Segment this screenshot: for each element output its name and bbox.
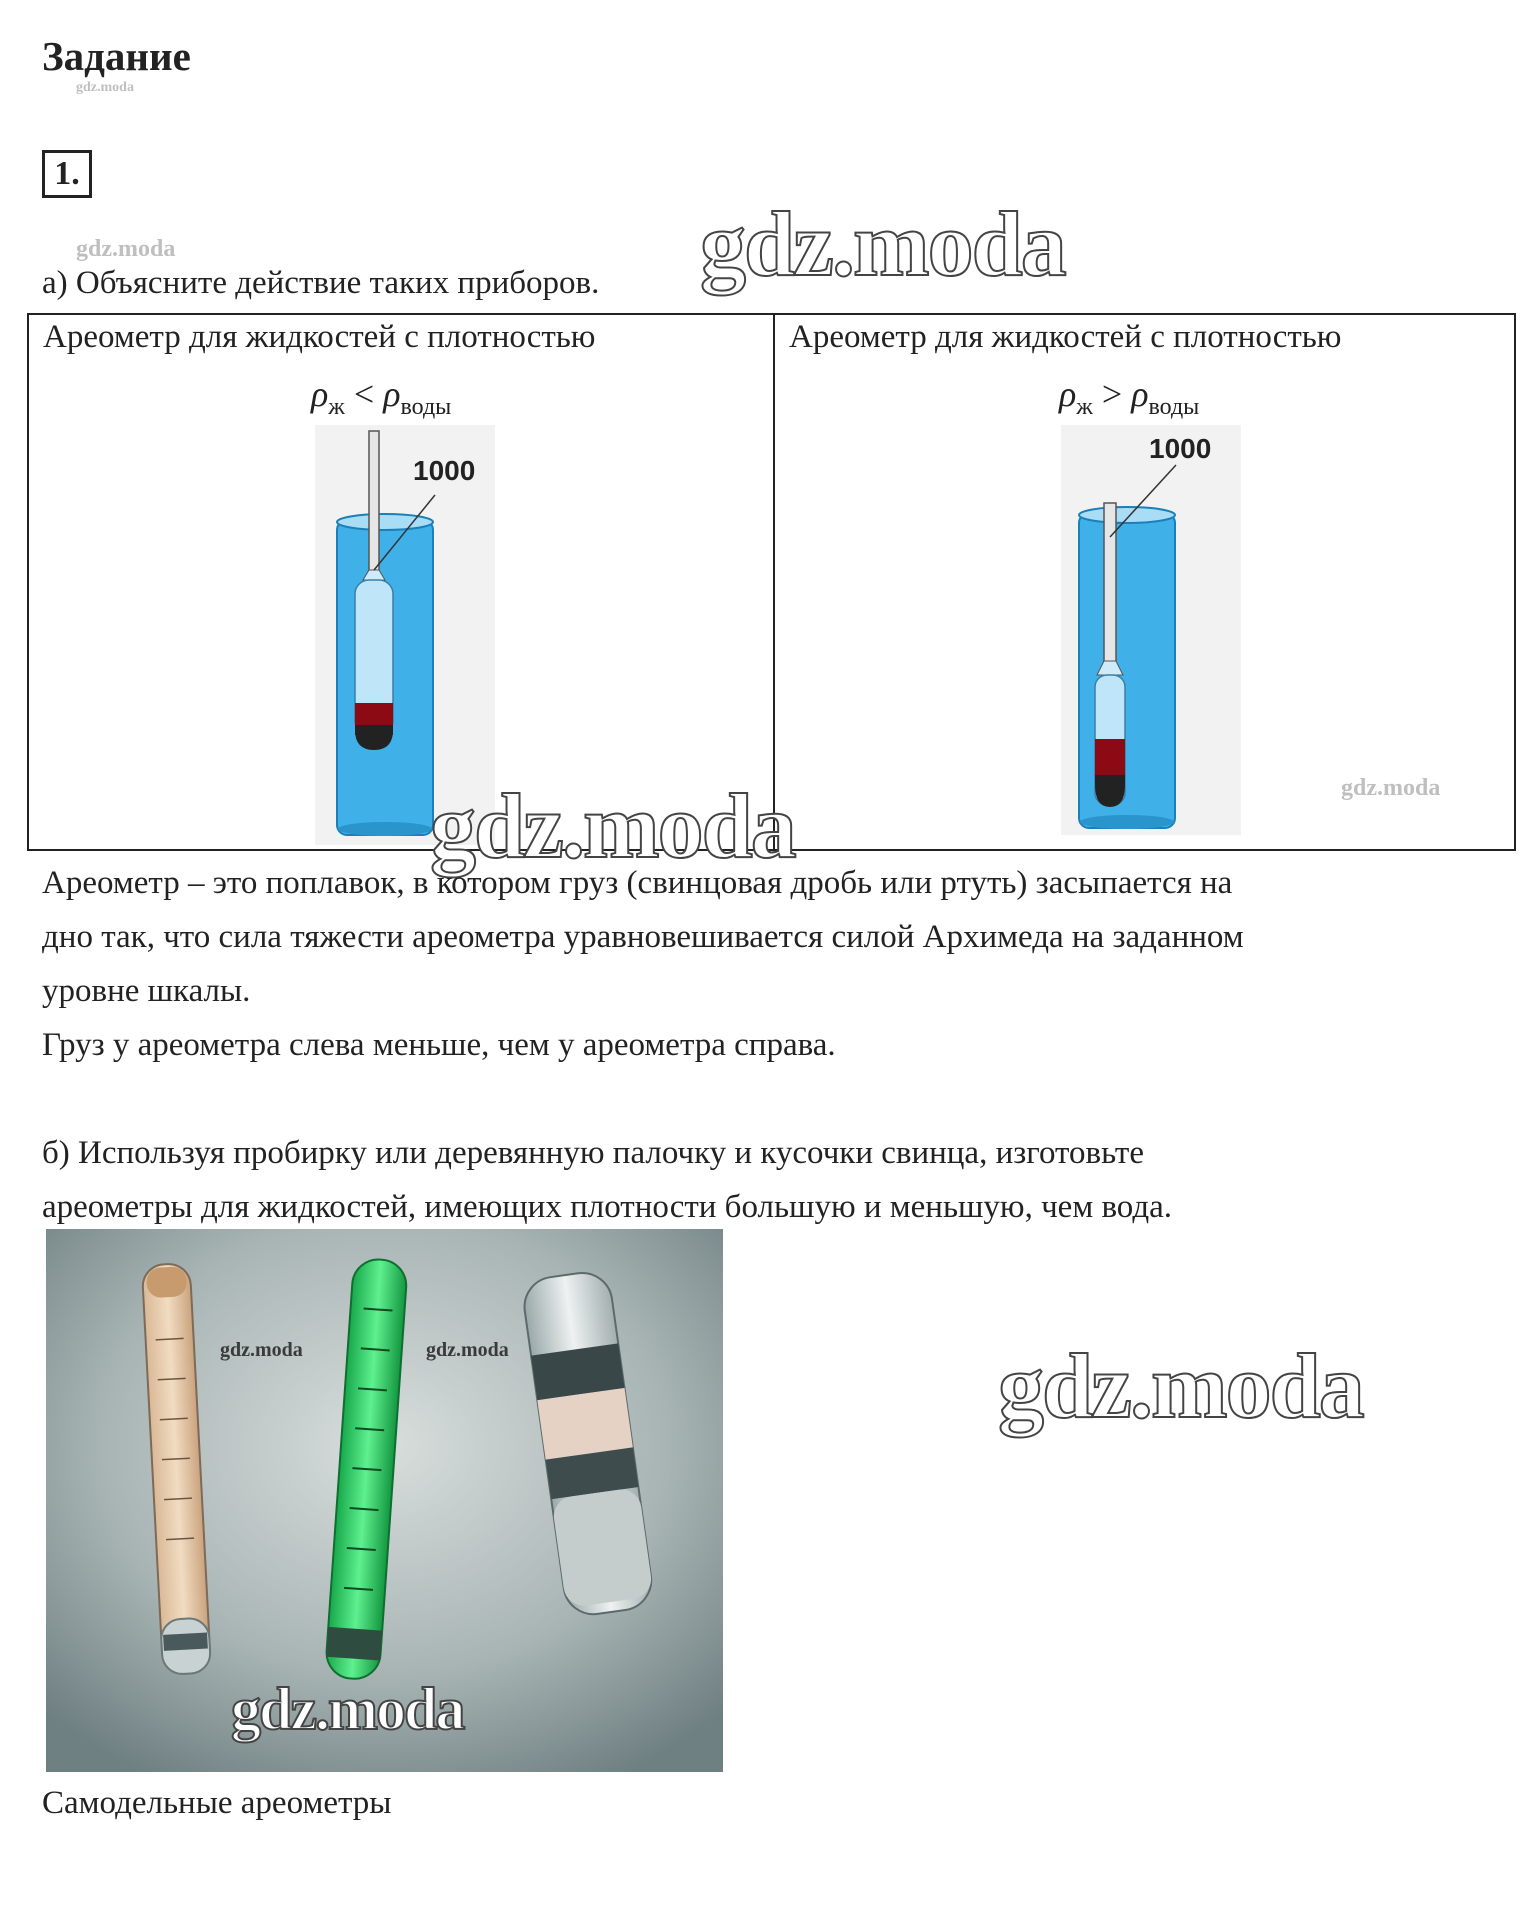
photo-caption: Самодельные ареометры <box>42 1785 392 1821</box>
answer-line-1: Ареометр – это поплавок, в котором груз (свинцовая дробь или ртуть) засыпается на <box>42 865 1233 901</box>
subscript-water: воды <box>1148 394 1200 421</box>
answer-line-4: Груз у ареометра слева меньше, чем у ареометра справа. <box>42 1027 836 1063</box>
rho-symbol: ρ <box>311 374 329 414</box>
watermark-large: gdz.moda <box>430 775 795 877</box>
watermark-small: gdz.moda <box>76 236 176 262</box>
answer-line-2: дно так, что сила тяжести ареометра уравновешивается силой Архимеда на заданном <box>42 919 1244 955</box>
watermark-small: gdz.moda <box>76 80 134 95</box>
homemade-hydrometers-photo <box>46 1229 723 1772</box>
subscript-water: воды <box>400 394 452 421</box>
comparison-operator: > <box>1101 374 1123 414</box>
watermark-small: gdz.moda <box>426 1339 509 1361</box>
subscript-liquid: ж <box>1076 394 1093 421</box>
part-b-question-line-2: ареометры для жидкостей, имеющих плотности большую и меньшую, чем вода. <box>42 1189 1173 1225</box>
answer-line-3: уровне шкалы. <box>42 973 251 1009</box>
page-heading: Задание <box>42 33 191 79</box>
task-number: 1. <box>42 150 92 198</box>
hydrometer-dense-figure <box>1061 425 1241 835</box>
left-cell-formula <box>311 373 451 421</box>
scale-label-1000: 1000 <box>1149 433 1212 464</box>
right-cell-title: Ареометр для жидкостей с плотностью <box>789 319 1342 355</box>
rho-symbol: ρ <box>1131 374 1149 414</box>
table-divider <box>773 315 775 849</box>
watermark-small: gdz.moda <box>220 1339 303 1361</box>
left-cell-title: Ареометр для жидкостей с плотностью <box>43 319 596 355</box>
watermark-large: gdz.moda <box>998 1335 1363 1437</box>
watermark-large: gdz.moda <box>231 1676 464 1742</box>
right-cell-formula <box>1059 373 1199 421</box>
part-a-question: а) Объясните действие таких приборов. <box>42 265 600 301</box>
rho-symbol: ρ <box>383 374 401 414</box>
comparison-operator: < <box>353 374 375 414</box>
scale-label-1000: 1000 <box>413 455 476 486</box>
watermark-small: gdz.moda <box>1341 775 1441 801</box>
rho-symbol: ρ <box>1059 374 1077 414</box>
watermark-large: gdz.moda <box>700 193 1065 295</box>
part-b-question-line-1: б) Используя пробирку или деревянную палочку и кусочки свинца, изготовьте <box>42 1135 1144 1171</box>
hydrometer-table <box>27 313 1516 851</box>
subscript-liquid: ж <box>328 394 345 421</box>
